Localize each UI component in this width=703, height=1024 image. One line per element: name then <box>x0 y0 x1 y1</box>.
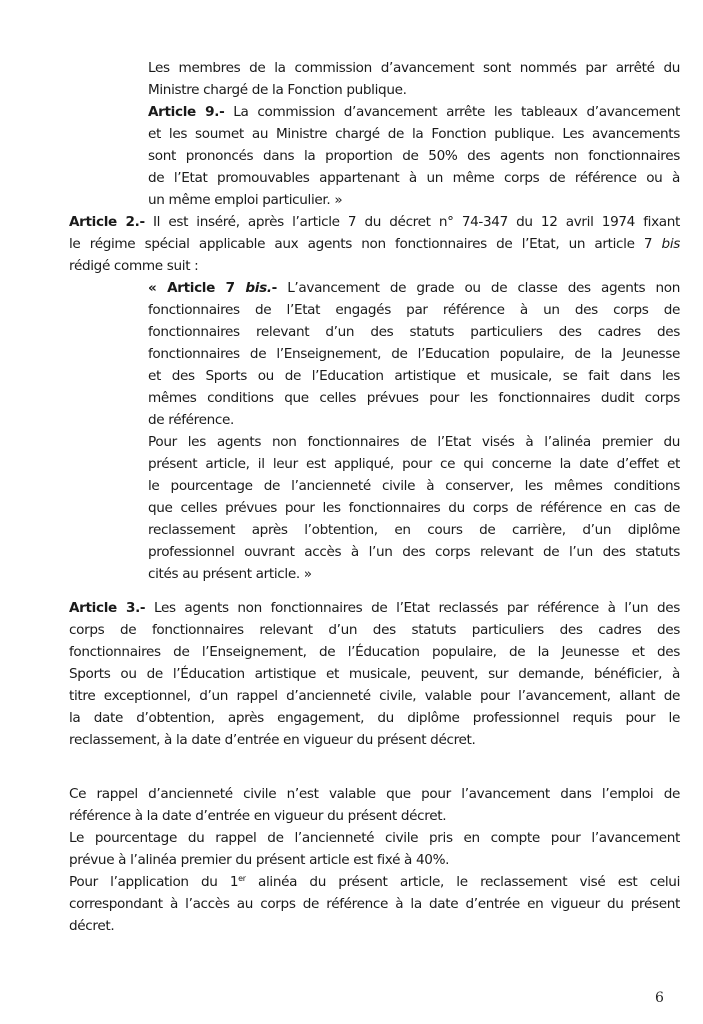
text-line: de référence. <box>148 412 234 428</box>
text-line: reclassement, à la date d’entrée en vigueur du présent décret. <box>69 732 476 748</box>
article-7bis-second-paragraph <box>148 431 680 585</box>
text-line: professionnel ouvrant accès à l’un des corps relevant de l’un des statuts <box>148 544 680 560</box>
text-line: et des Sports ou de l’Education artistique et musicale, se fait dans les <box>148 368 680 384</box>
article-8-closing-paragraph <box>148 57 680 101</box>
text-line: correspondant à l’accès au corps de référence à la date d’entrée en vigueur du présent <box>69 896 680 912</box>
italic-bis: bis. <box>245 280 272 296</box>
text-line: rédigé comme suit : <box>69 258 199 274</box>
text-line: Les membres de la commission d’avancement sont nommés par arrêté du <box>148 60 680 76</box>
text-line: fonctionnaires de l’Enseignement, de l’Education populaire, de la Jeunesse <box>148 346 680 362</box>
text-line: fonctionnaires relevant d’un des statuts particuliers des cadres des <box>148 324 680 340</box>
page-number: 6 <box>655 990 664 1006</box>
article-3-third-paragraph <box>69 827 680 871</box>
text-line: Le pourcentage du rappel de l’ancienneté civile pris en compte pour l’avancement <box>69 830 680 846</box>
text-line: corps de fonctionnaires relevant d’un des statuts particuliers des cadres des <box>69 622 680 638</box>
article-3-heading: Article 3.- <box>69 600 146 616</box>
text-span: alinéa du présent article, le reclassement visé est celui <box>245 874 680 890</box>
text-line: le pourcentage de l’ancienneté civile à conserver, les mêmes conditions <box>148 478 680 494</box>
article-7bis-heading <box>148 280 277 296</box>
text-span: le régime spécial applicable aux agents non fonctionnaires de l’Etat, un article 7 <box>69 236 662 252</box>
article-9-heading: Article 9.- <box>148 104 225 120</box>
text-line: cités au présent article. » <box>148 566 312 582</box>
text-line: et les soumet au Ministre chargé de la Fonction publique. Les avancements <box>148 126 680 142</box>
article-3-fourth-paragraph <box>69 871 680 937</box>
article-7bis-paragraph <box>148 277 680 431</box>
text-line: un même emploi particulier. » <box>148 192 343 208</box>
text-line: présent article, il leur est appliqué, pour ce qui concerne la date d’effet et <box>148 456 680 472</box>
text-line: décret. <box>69 918 115 934</box>
text-line: prévue à l’alinéa premier du présent article est fixé à 40%. <box>69 852 450 868</box>
text-line: Pour les agents non fonctionnaires de l’Etat visés à l’alinéa premier du <box>148 434 680 450</box>
article-3-second-paragraph <box>69 783 680 827</box>
text-line: de l’Etat promouvables appartenant à un même corps de référence ou à <box>148 170 680 186</box>
text-line: mêmes conditions que celles prévues pour les fonctionnaires dudit corps <box>148 390 680 406</box>
text-line <box>148 277 680 299</box>
text-span: La commission d’avancement arrête les tableaux d’avancement <box>224 104 680 120</box>
article-2-paragraph <box>69 211 680 277</box>
text-line: reclassement après l’obtention, en cours de carrière, d’un diplôme <box>148 522 680 538</box>
text-line <box>69 597 680 619</box>
text-line: que celles prévues pour les fonctionnaires du corps de référence en cas de <box>148 500 680 516</box>
text-line: Sports ou de l’Éducation artistique et musicale, peuvent, sur demande, bénéficier, à <box>69 666 680 682</box>
text-line: sont prononcés dans la proportion de 50% des agents non fonctionnaires <box>148 148 680 164</box>
text-span: L’avancement de grade ou de classe des agents non <box>276 280 680 296</box>
text-span: - <box>271 280 277 296</box>
text-line: titre exceptionnel, d’un rappel d’ancienneté civile, valable pour l’avancement, allant de <box>69 688 680 704</box>
text-span: Il est inséré, après l’article 7 du décret n° 74-347 du 12 avril 1974 fixant <box>144 214 680 230</box>
text-line: Ministre chargé de la Fonction publique. <box>148 82 407 98</box>
article-2-heading: Article 2.- <box>69 214 145 230</box>
italic-bis: bis <box>661 236 680 252</box>
text-line: Ce rappel d’ancienneté civile n’est valable que pour l’avancement dans l’emploi de <box>69 786 680 802</box>
superscript-er: er <box>238 874 246 883</box>
text-line <box>69 871 680 893</box>
article-9-paragraph <box>148 101 680 211</box>
text-line: référence à la date d’entrée en vigueur du présent décret. <box>69 808 447 824</box>
text-span: Pour l’application du 1 <box>69 874 239 890</box>
text-line: la date d’obtention, après engagement, du diplôme professionnel requis pour le <box>69 710 680 726</box>
text-line <box>69 233 680 255</box>
text-line: fonctionnaires de l’Enseignement, de l’Éducation populaire, de la Jeunesse et des <box>69 644 680 660</box>
text-span: « Article 7 <box>148 280 246 296</box>
text-line: fonctionnaires de l’Etat engagés par référence à un des corps de <box>148 302 680 318</box>
text-line <box>148 101 680 123</box>
article-3-paragraph <box>69 597 680 751</box>
text-line <box>69 211 680 233</box>
text-span: Les agents non fonctionnaires de l’Etat reclassés par référence à l’un des <box>145 600 680 616</box>
